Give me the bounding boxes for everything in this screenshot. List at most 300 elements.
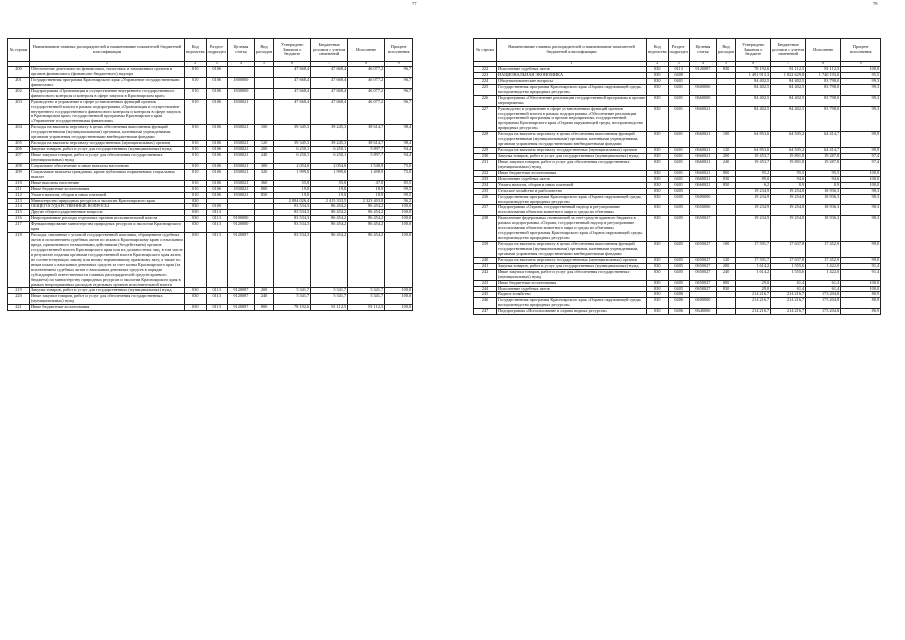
row-expense-type: 240 [716,269,735,280]
table-row [8,99,413,125]
row-ministry-code: 030 [185,204,207,210]
row-target-article: 0650027 [689,280,716,286]
row-adjusted: 0,9 [771,182,806,188]
row-section: 0405 [668,188,689,194]
row-section: 0106 [206,67,227,78]
row-ministry-code: 030 [647,216,669,242]
row-section: 0405 [668,280,689,286]
row-number: 207 [8,153,30,164]
table-header [8,39,413,62]
row-ministry-code: 010 [185,169,207,180]
row-ministry-code: 030 [647,148,669,154]
row-executed: 17 452,9 [806,257,841,263]
table-row [474,95,881,106]
row-adjusted: 19 801,8 [771,159,806,170]
row-expense-type: 200 [254,288,273,294]
row-ministry-code: 030 [647,194,669,205]
row-adjusted: 6 250,1 [311,153,348,164]
row-percent: 100,0 [841,170,881,176]
row-ministry-code: 010 [185,147,207,153]
row-name: Общеэкономические вопросы [497,78,647,84]
row-adjusted: 55,0 [311,180,348,186]
row-percent: 80,9 [841,309,881,315]
row-approved: 1 614,2 [736,269,771,280]
row-executed: 64 414,7 [806,132,841,148]
row-adjusted: 61,4 [771,280,806,286]
row-name: Иные закупки товаров, работ и услуг для обеспечения государственных (муниципальных) нужд [497,269,647,280]
row-target-article: 1830021 [227,153,254,164]
row-adjusted: 84 402,5 [771,95,806,106]
row-approved: 29,0 [736,286,771,292]
row-approved: 83 534,3 [274,204,311,210]
header-target-article: Целевая статья [689,39,716,62]
row-number: 214 [8,204,30,210]
table-row [474,72,881,78]
row-approved: 214 216,7 [736,309,771,315]
row-name: Социальные выплаты гражданам, кроме публичных нормативных социальных выплат [30,169,185,180]
row-number: 208 [8,163,30,169]
row-adjusted: 19,0 [311,186,348,192]
row-percent: 100,0 [385,294,413,305]
header-expense-type: Вид расходов [716,39,735,62]
row-executed: 81 112,5 [806,67,841,73]
row-target-article: 1830000 [227,88,254,99]
row-number: 245 [474,292,497,298]
row-percent: 99,3 [841,84,881,95]
table-row [8,88,413,99]
row-percent: 99,0 [841,257,881,263]
row-target-article: 0660021 [689,106,716,132]
row-number: 203 [8,99,30,125]
row-expense-type: 100 [716,242,735,258]
row-percent: 91,4 [841,269,881,280]
row-percent: 99,5 [385,186,413,192]
row-approved: 64 853,6 [736,132,771,148]
row-section: 0401 [668,78,689,84]
row-executed: 61,4 [806,280,841,286]
row-approved: 214 216,7 [736,292,771,298]
row-expense-type: 300 [254,163,273,169]
row-approved: 1 999,0 [274,169,311,180]
row-executed: 17 452,9 [806,242,841,258]
header-percent: Процент исполнения [841,39,881,62]
row-executed: 95,5 [806,170,841,176]
row-target-article: 0640000 [689,309,716,315]
row-expense-type: 830 [716,176,735,182]
row-percent: 99,5 [385,192,413,198]
row-adjusted: 86 454,2 [311,210,348,216]
row-section: 0401 [668,154,689,160]
table-row [8,233,413,288]
row-percent: 98,3 [841,205,881,216]
row-target-article: 1830021 [227,147,254,153]
row-executed: 1 540,9 [348,163,385,169]
row-name: Закупка товаров, работ и услуг для государственных (муниципальных) нужд [30,147,185,153]
row-percent: 100,0 [385,233,413,288]
table-body [8,62,413,311]
row-executed: 0,9 [806,182,841,188]
row-ministry-code: 030 [647,263,669,269]
row-expense-type: 240 [716,159,735,170]
row-target-article: 0650027 [689,216,716,242]
row-expense-type: 120 [254,141,273,147]
row-number: 223 [474,72,497,78]
row-expense-type: 800 [716,280,735,286]
row-adjusted: 19,0 [311,192,348,198]
row-name: Непрограммные расходы отдельных органов исполнительной власти [30,216,185,222]
row-executed: 19 287,8 [806,159,841,170]
row-section: 0106 [206,153,227,164]
left-page [0,0,452,640]
row-adjusted: 19 254,8 [771,194,806,205]
row-expense-type: 800 [254,186,273,192]
row-executed: 173 204,8 [806,309,841,315]
row-expense-type: 120 [716,148,735,154]
header-ministry-code: Код ведомства [647,39,669,62]
table-row [8,169,413,180]
row-number: 233 [474,176,497,182]
column-number: 7 [311,62,348,67]
row-ministry-code: 030 [647,205,669,216]
row-expense-type: 120 [716,257,735,263]
row-target-article: 9120087 [227,233,254,288]
row-ministry-code: 030 [647,298,669,309]
row-target-article: 0660021 [689,148,716,154]
row-approved: 2 054,0 [274,163,311,169]
row-percent: 99,3 [841,78,881,84]
row-executed: 1 422,0 [806,269,841,280]
row-section: 0401 [668,95,689,106]
row-percent: 100,0 [385,216,413,222]
row-adjusted: 214 216,7 [771,309,806,315]
header-adjusted: Бюджетные росписи с учетом изменений [771,39,806,62]
row-adjusted: 61,4 [771,286,806,292]
row-expense-type: 830 [716,67,735,73]
row-number: 246 [474,298,497,309]
row-target-article: 0600000 [689,298,716,309]
row-section: 0406 [668,292,689,298]
row-percent: 96,7 [385,99,413,125]
row-approved: 19 453,7 [736,154,771,160]
row-name: Иные бюджетные ассигнования [497,170,647,176]
row-adjusted: 47 668,4 [311,77,348,88]
row-section: 0100 [206,204,227,210]
row-approved: 19 453,7 [736,159,771,170]
row-executed: 86 454,2 [348,204,385,210]
row-expense-type: 800 [254,305,273,311]
row-approved: 6,2 [736,182,771,188]
row-executed: 5 897,7 [348,147,385,153]
row-name: Обеспечение деятельности финансовых, налоговых и таможенных органов и органов финансового (финансово-бюджетного) надзора [30,67,185,78]
row-section: 0401 [668,106,689,132]
row-name: Закупка товаров, работ и услуг для государственных (муниципальных) нужд [497,263,647,269]
row-target-article: 9120087 [227,288,254,294]
row-name: Расходы на выплаты персоналу в целях обеспечения выполнения функций государственными (муниципальными) органами, казенными учреждениями, органами управления государственными внебюджетными фондами [497,242,647,258]
row-ministry-code: 030 [647,132,669,148]
row-approved: 47 668,4 [274,77,311,88]
row-executed: 1 498,9 [348,169,385,180]
row-executed: 18 936,3 [806,216,841,242]
row-expense-type [716,298,735,309]
row-number: 222 [474,67,497,73]
row-target-article: 0660021 [689,159,716,170]
column-number: 4 [689,62,716,67]
row-number: 201 [8,77,30,88]
row-adjusted: 84 402,5 [771,84,806,95]
row-executed: 46 077,2 [348,99,385,125]
row-target-article: 0660021 [689,176,716,182]
row-ministry-code: 030 [647,159,669,170]
row-target-article: 1830021 [227,192,254,198]
row-target-article: 0660021 [689,154,716,160]
row-section: 0405 [668,205,689,216]
row-name: Исполнение судебных актов [497,67,647,73]
budget-table [473,38,881,315]
row-ministry-code: 030 [647,176,669,182]
row-ministry-code: 010 [185,67,207,78]
row-executed: 18,9 [348,192,385,198]
row-number: 224 [474,78,497,84]
row-percent: 100,0 [841,280,881,286]
row-number: 247 [474,309,497,315]
row-adjusted: 39 245,3 [311,141,348,147]
header-ministry-code: Код ведомства [185,39,207,62]
row-percent: 99,9 [841,148,881,154]
row-name: Государственная программа Красноярского края «Управление государственными финансами» [30,77,185,88]
column-number: 5 [716,62,735,67]
row-approved: 19 234,9 [736,188,771,194]
row-number: 221 [8,305,30,311]
row-number: 238 [474,216,497,242]
row-name: Социальное обеспечение и иные выплаты населению [30,163,185,169]
row-percent: 91,4 [841,263,881,269]
header-row [8,39,413,62]
row-adjusted: 5 341,7 [311,288,348,294]
row-name: Уплата налогов, сборов и иных платежей [30,192,185,198]
row-approved: 83 534,3 [274,222,311,233]
right-page [453,0,905,640]
row-percent: 98,4 [385,125,413,141]
row-name: Иные закупки товаров, работ и услуг для обеспечения государственных (муниципальных) нужд [497,159,647,170]
row-percent: 100,0 [385,204,413,210]
row-adjusted: 19 801,8 [771,154,806,160]
table-row [8,77,413,88]
row-expense-type [716,106,735,132]
row-section: 0401 [668,170,689,176]
row-section: 0405 [668,194,689,205]
row-name: Иные бюджетные ассигнования [30,186,185,192]
row-target-article: 1830021 [227,180,254,186]
row-adjusted: 1 822 629,8 [771,72,806,78]
row-percent: 96,7 [385,67,413,78]
column-number: 2 [647,62,669,67]
row-approved: 83 534,3 [274,233,311,288]
row-section: 0106 [206,147,227,153]
row-name: Государственная программа Красноярского края «Охрана окружающей среды, воспроизводство природных ресурсов» [497,298,647,309]
row-percent: 98,3 [841,194,881,205]
row-expense-type: 200 [254,147,273,153]
row-number: 205 [8,141,30,147]
row-ministry-code: 030 [647,67,669,73]
row-ministry-code: 010 [185,163,207,169]
row-executed: 18 936,3 [806,194,841,205]
column-number: 5 [254,62,273,67]
row-name: ОБЩЕГОСУДАРСТВЕННЫЕ ВОПРОСЫ [30,204,185,210]
row-section: 0401 [668,84,689,95]
row-approved: 55,0 [274,180,311,186]
row-executed: 47,0 [348,180,385,186]
header-number: № строки [8,39,30,62]
row-executed: 64 414,7 [806,148,841,154]
row-section: 0405 [668,216,689,242]
header-expense-type: Вид расходов [254,39,273,62]
row-target-article: 1830021 [227,186,254,192]
table-row [8,294,413,305]
table-row [474,106,881,132]
row-executed: 86 454,2 [348,222,385,233]
row-adjusted: 64 505,2 [771,148,806,154]
row-ministry-code: 030 [647,182,669,188]
header-row [474,39,881,62]
row-ministry-code: 010 [185,99,207,125]
row-target-article: 0650027 [689,263,716,269]
row-adjusted: 1 555,6 [771,263,806,269]
row-ministry-code: 010 [185,153,207,164]
row-executed: 18,9 [348,186,385,192]
row-approved: 1 614,2 [736,263,771,269]
row-approved: 84 402,5 [736,78,771,84]
row-number: 204 [8,125,30,141]
row-percent: 97,4 [841,159,881,170]
row-name: Выполнение федеральных полномочий за счет средств краевого бюджета в рамках подпрограммы «Охрана, государственный надзор и регулирование использования объектов животного мира и среды их обитания» государственной программы Красноярского края «Охрана окружающей среды, воспроизводство природных ресурсов» [497,216,647,242]
row-number: 241 [474,263,497,269]
header-name: Наименование главных распорядителей и наименование показателей бюджетной классификации [497,39,647,62]
row-expense-type: 200 [716,154,735,160]
row-adjusted: 1 999,0 [311,169,348,180]
row-name: Подпрограмма «Обеспечение реализации государственной программы и прочие мероприятия» [498,95,645,105]
row-expense-type: 100 [716,132,735,148]
row-executed: 5 341,7 [348,288,385,294]
row-approved: 19,0 [274,186,311,192]
row-adjusted: 94,6 [771,176,806,182]
row-target-article: 0660021 [689,170,716,176]
row-executed: 83 798,0 [806,84,841,95]
row-percent: 75,0 [385,169,413,180]
row-expense-type [254,99,273,125]
row-ministry-code: 030 [647,154,669,160]
row-approved: 1 491 913,3 [736,72,771,78]
row-ministry-code: 030 [647,72,669,78]
row-section: 0113 [206,233,227,288]
row-percent: 94,4 [385,153,413,164]
row-name: НАЦИОНАЛЬНАЯ ЭКОНОМИКА [497,72,647,78]
row-name: Уплата налогов, сборов и иных платежей [497,182,647,188]
row-adjusted: 19 254,8 [771,216,806,242]
row-ministry-code: 010 [185,88,207,99]
table-row [8,153,413,164]
row-name: Иные бюджетные ассигнования [30,305,185,311]
header-name: Наименование главных распорядителей и наименование показателей бюджетной классификации [30,39,185,62]
row-approved: 2 084 026,4 [274,198,311,204]
header-executed: Исполнено [806,39,841,62]
row-expense-type [716,216,735,242]
row-section: 0401 [668,159,689,170]
row-target-article: 0650027 [689,257,716,263]
row-adjusted: 19 254,8 [771,188,806,194]
row-approved: 5 341,7 [274,288,311,294]
row-number: 228 [474,132,497,148]
row-name: Руководство и управление в сфере установленных функций органов государственной власти в рамках подпрограммы «Организация и осуществление внутреннего государственного финансового контроля и контроля в сфере закупок в Красноярском крае» государственной программы Красноярского края «Управление государственными финансами» [30,99,185,125]
row-ministry-code: 030 [185,210,207,216]
row-executed: 1 422,0 [806,263,841,269]
row-expense-type: 100 [254,125,273,141]
row-executed: 86 454,2 [348,216,385,222]
row-expense-type [716,205,735,216]
row-executed: 38 614,7 [348,141,385,147]
row-executed: 83 798,0 [806,106,841,132]
table-row [474,84,881,95]
row-executed: 86 454,2 [348,233,385,288]
row-approved: 5 341,7 [274,294,311,305]
row-name: Иные бюджетные ассигнования [497,280,647,286]
row-percent: 98,3 [841,188,881,194]
row-expense-type: 800 [716,170,735,176]
row-number: 235 [474,188,497,194]
row-expense-type [254,77,273,88]
row-percent: 99,3 [841,95,881,106]
row-ministry-code: 030 [647,95,669,106]
row-expense-type: 240 [254,153,273,164]
row-expense-type: 240 [254,294,273,305]
row-approved: 39 345,3 [274,125,311,141]
row-percent: 100,0 [841,176,881,182]
row-expense-type [254,233,273,288]
row-ministry-code: 010 [185,180,207,186]
row-ministry-code: 030 [647,309,669,315]
row-adjusted: 2 054,0 [311,163,348,169]
row-adjusted: 47 668,4 [311,67,348,78]
row-name: Исполнение судебных актов [497,286,647,292]
row-ministry-code: 030 [185,288,207,294]
row-percent: 97,4 [841,154,881,160]
row-expense-type [254,222,273,233]
row-expense-type [716,194,735,205]
row-target-article: 9120000 [227,222,254,233]
row-number: 210 [8,180,30,186]
row-ministry-code: 030 [647,106,669,132]
row-section: 0401 [668,176,689,182]
row-target-article: 1830021 [227,99,254,125]
row-number: 230 [474,154,497,160]
row-ministry-code: 010 [185,192,207,198]
column-number: 9 [841,62,881,67]
row-executed: 46 077,2 [348,88,385,99]
row-approved: 78 192,6 [274,305,311,311]
row-target-article: 9120087 [227,294,254,305]
row-expense-type: 850 [254,192,273,198]
row-adjusted: 19 254,8 [771,205,806,216]
row-number: 219 [8,288,30,294]
row-executed: 18 936,3 [806,188,841,194]
row-number: 225 [474,84,497,95]
header-approved: Утверждено Законом о бюджете [736,39,771,62]
row-executed: 18 936,3 [806,205,841,216]
row-approved: 39 345,3 [274,141,311,147]
row-approved: 29,0 [736,280,771,286]
table-row [8,67,413,78]
table-header [474,39,881,62]
row-expense-type [716,95,735,106]
